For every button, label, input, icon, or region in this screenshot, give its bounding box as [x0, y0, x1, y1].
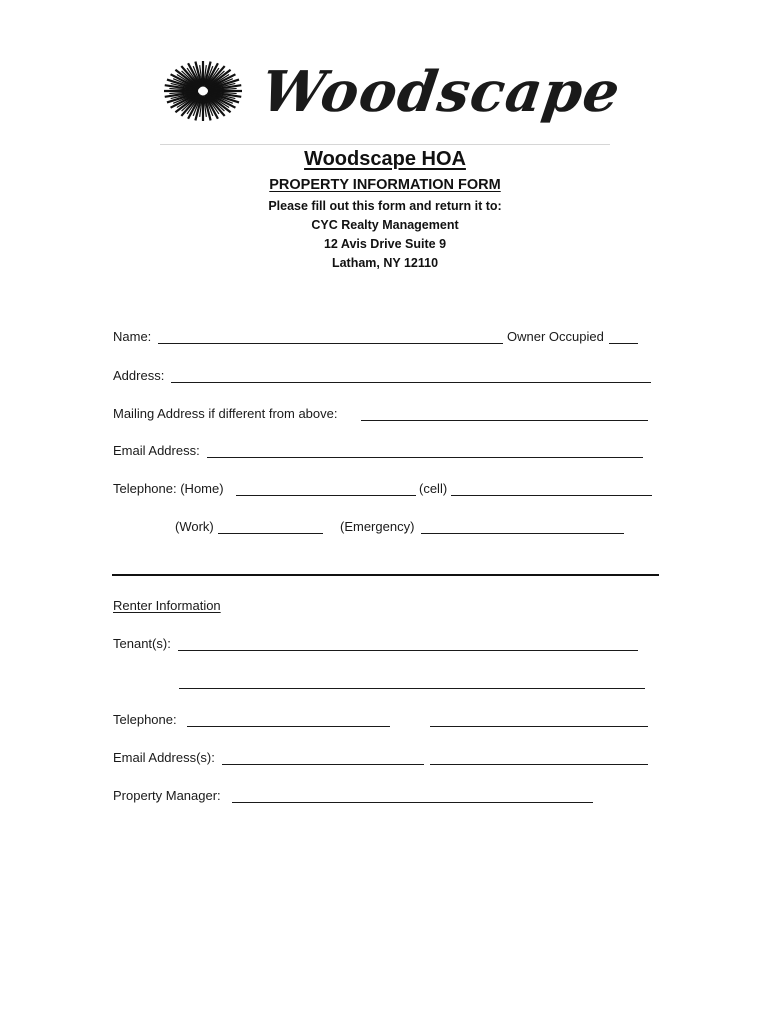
return-instruction: Please fill out this form and return it to:: [268, 199, 502, 213]
woodscape-logo: [160, 56, 625, 134]
renter-email-label: Email Address(s):: [113, 750, 215, 765]
cell-phone-field[interactable]: [451, 495, 652, 496]
mailing-address-field[interactable]: [361, 420, 648, 421]
renter-section-title: Renter Information: [113, 598, 221, 613]
tenants-field-2[interactable]: [179, 688, 645, 689]
mailing-address-label: Mailing Address if different from above:: [113, 406, 338, 421]
starburst-emblem-icon: [162, 60, 244, 122]
emergency-phone-field[interactable]: [421, 533, 624, 534]
email-address-label: Email Address:: [113, 443, 200, 458]
renter-telephone-label: Telephone:: [113, 712, 177, 727]
renter-telephone-field-2[interactable]: [430, 726, 648, 727]
property-manager-field[interactable]: [232, 802, 593, 803]
logo-divider: [160, 144, 610, 145]
name-field[interactable]: [158, 343, 503, 344]
home-phone-field[interactable]: [236, 495, 416, 496]
form-subtitle: PROPERTY INFORMATION FORM: [269, 177, 501, 193]
brand-wordmark: Woodscape: [257, 59, 625, 125]
cell-phone-label: (cell): [419, 481, 448, 496]
company-name: CYC Realty Management: [311, 218, 459, 232]
name-label: Name:: [113, 329, 152, 344]
tenants-field-1[interactable]: [178, 650, 638, 651]
tenants-label: Tenant(s):: [113, 636, 171, 651]
renter-telephone-field-1[interactable]: [187, 726, 390, 727]
address-field[interactable]: [171, 382, 651, 383]
company-street: 12 Avis Drive Suite 9: [323, 237, 447, 251]
property-manager-label: Property Manager:: [113, 788, 221, 803]
renter-email-field-1[interactable]: [222, 764, 424, 765]
form-title: Woodscape HOA: [304, 148, 466, 170]
owner-occupied-label: Owner Occupied: [507, 329, 604, 344]
email-address-field[interactable]: [207, 457, 643, 458]
owner-occupied-field[interactable]: [609, 343, 638, 344]
work-phone-label: (Work): [175, 519, 214, 534]
emergency-phone-label: (Emergency): [340, 519, 415, 534]
work-phone-field[interactable]: [218, 533, 323, 534]
renter-email-field-2[interactable]: [430, 764, 648, 765]
company-city: Latham, NY 12110: [331, 256, 439, 270]
section-divider: [112, 574, 659, 576]
home-phone-label: Telephone: (Home): [113, 481, 224, 496]
address-label: Address:: [113, 368, 165, 383]
